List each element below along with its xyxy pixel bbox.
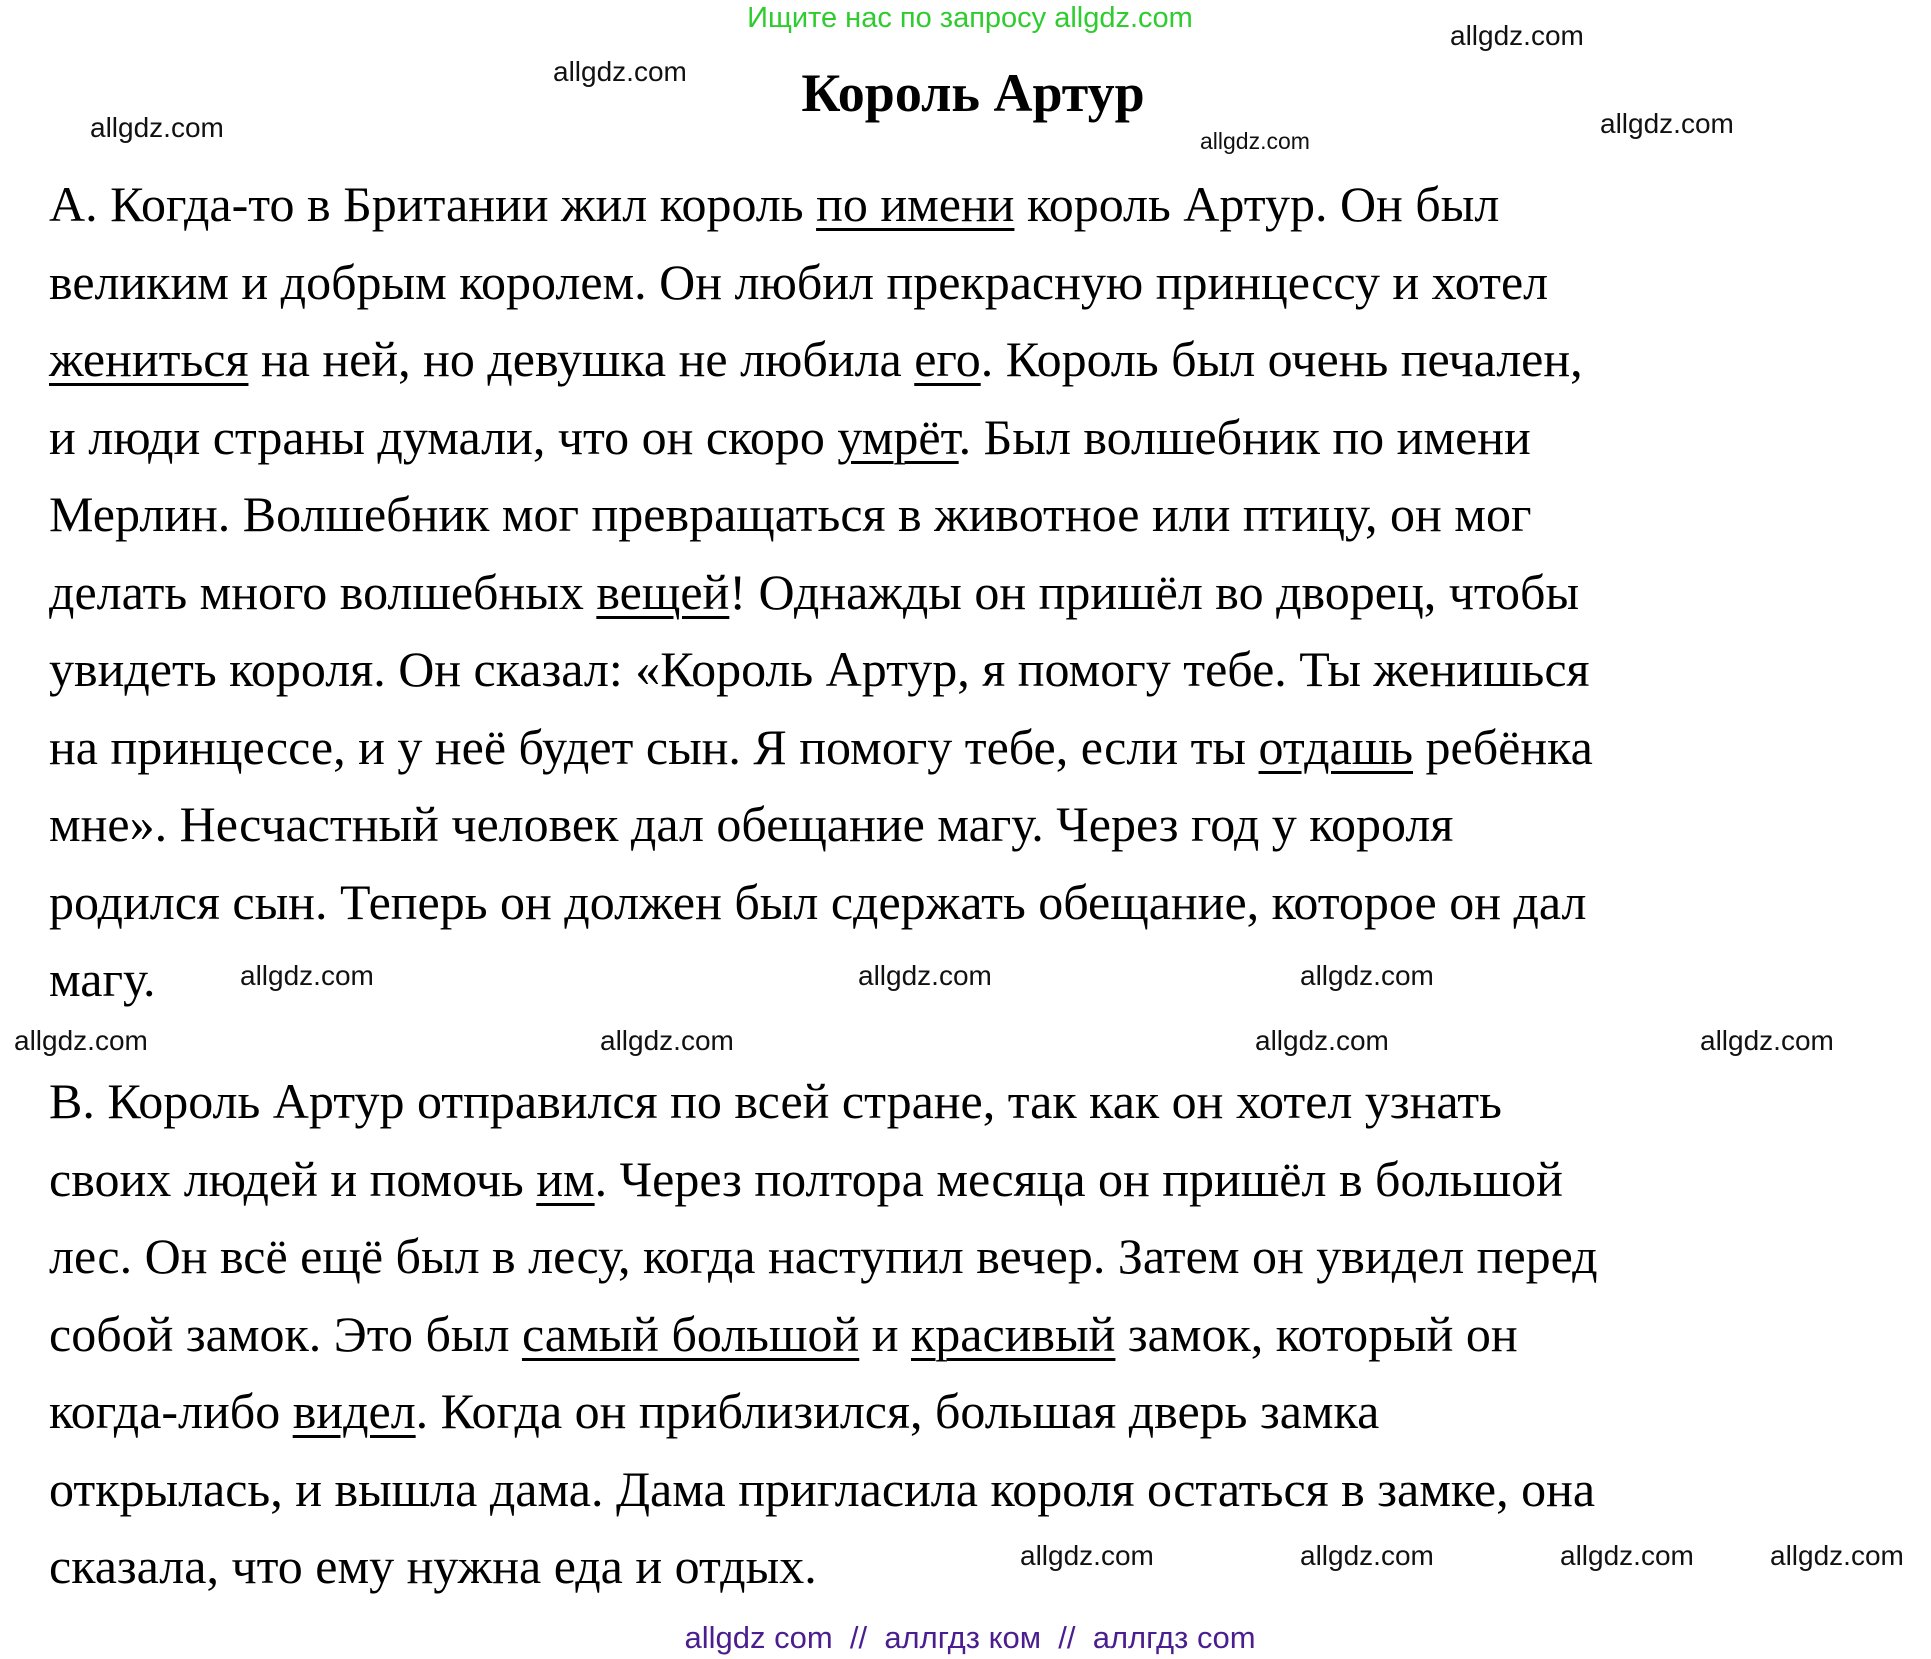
text-segment: ребёнка — [1413, 718, 1593, 775]
text-segment: . Король был очень печален, — [980, 331, 1583, 387]
underlined-word: отдашь — [1258, 718, 1413, 775]
watermark: allgdz.com — [1300, 1540, 1434, 1571]
watermark: allgdz.com — [1450, 20, 1584, 51]
text-line — [49, 941, 156, 1018]
text-segment: собой замок. Это был — [49, 1305, 522, 1362]
watermark: allgdz.com — [90, 112, 224, 143]
watermark: allgdz.com — [1700, 1025, 1834, 1056]
text-line — [49, 1373, 1379, 1450]
text-segment: увидеть короля. Он сказал: «Король Артур, я помогу тебе. Ты женишься — [49, 641, 1590, 697]
text-segment: магу. — [49, 951, 156, 1007]
text-line — [49, 244, 1548, 321]
text-segment: . Через полтора месяца он пришёл в большой — [594, 1150, 1563, 1207]
watermark: allgdz.com — [553, 56, 687, 87]
text-line — [49, 1141, 1563, 1218]
text-segment: лес. Он всё ещё был в лесу, когда наступил вечер. Затем он увидел перед — [49, 1228, 1598, 1284]
text-line — [49, 1528, 817, 1605]
text-line — [49, 1296, 1518, 1373]
text-segment: и — [859, 1305, 911, 1362]
text-segment: Мерлин. Волшебник мог превращаться в животное или птицу, он мог — [49, 486, 1532, 542]
watermark: allgdz.com — [1600, 108, 1734, 139]
underlined-word: красивый — [911, 1305, 1116, 1362]
text-line — [49, 1451, 1595, 1528]
search-hint-banner: Ищите нас по запросу allgdz.com — [747, 2, 1193, 34]
text-segment: и люди страны думали, что он скоро — [49, 408, 838, 465]
watermark: allgdz.com — [14, 1025, 148, 1056]
text-line — [49, 321, 1583, 398]
text-segment: ! Однажды он пришёл во дворец, чтобы — [729, 563, 1580, 620]
text-line — [49, 786, 1453, 863]
watermark: allgdz.com — [1200, 128, 1310, 154]
text-segment: B. Король Артур отправился по всей стране, так как он хотел узнать — [49, 1073, 1502, 1129]
text-line — [49, 1063, 1502, 1140]
underlined-word: вещей — [596, 563, 730, 620]
watermark: allgdz.com — [600, 1025, 734, 1056]
text-segment: своих людей и помочь — [49, 1150, 537, 1207]
text-line — [49, 399, 1531, 476]
text-segment: делать много волшебных — [49, 563, 597, 620]
text-segment: A. Когда-то в Британии жил король — [49, 176, 817, 232]
text-segment: замок, который он — [1115, 1305, 1518, 1362]
watermark: allgdz.com — [858, 960, 992, 991]
text-segment: великим и добрым королем. Он любил прекрасную принцессу и хотел — [49, 253, 1549, 310]
text-segment: родился сын. Теперь он должен был сдержать обещание, которое он дал — [49, 873, 1587, 930]
watermark: allgdz.com — [1560, 1540, 1694, 1571]
text-line — [49, 864, 1587, 941]
text-segment: на ней, но девушка не любила — [248, 331, 915, 387]
watermark: allgdz.com — [1770, 1540, 1904, 1571]
text-line — [49, 554, 1579, 631]
text-segment: . Когда он приблизился, большая дверь замка — [415, 1383, 1380, 1439]
text-segment: король Артур. Он был — [1014, 176, 1500, 232]
watermark: allgdz.com — [1020, 1540, 1154, 1571]
underlined-word: умрёт — [837, 408, 959, 465]
text-segment: сказала, что ему нужна еда и отдых. — [49, 1538, 817, 1594]
watermark: allgdz.com — [240, 960, 374, 991]
text-segment: . Был волшебник по имени — [958, 408, 1531, 465]
text-segment: мне». Несчастный человек дал обещание магу. Через год у короля — [49, 796, 1454, 852]
underlined-word: по имени — [816, 176, 1015, 232]
text-line — [49, 631, 1590, 708]
text-line — [49, 166, 1499, 243]
footer-watermark: allgdz com // аллгдз ком // аллгдз com — [684, 1620, 1256, 1655]
text-line — [49, 1218, 1598, 1295]
underlined-word: его — [914, 331, 981, 387]
text-line — [49, 709, 1593, 786]
underlined-word: видел — [292, 1383, 416, 1439]
watermark: allgdz.com — [1300, 960, 1434, 991]
underlined-word: самый большой — [521, 1305, 860, 1362]
text-segment: когда-либо — [49, 1383, 293, 1439]
underlined-word: жениться — [49, 331, 249, 387]
text-segment: открылась, и вышла дама. Дама пригласила короля остаться в замке, она — [49, 1460, 1596, 1517]
text-line — [49, 476, 1531, 553]
text-segment: на принцессе, и у неё будет сын. Я помогу тебе, если ты — [49, 718, 1259, 775]
page-title: Король Артур — [801, 63, 1145, 123]
underlined-word: им — [536, 1150, 595, 1207]
watermark: allgdz.com — [1255, 1025, 1389, 1056]
